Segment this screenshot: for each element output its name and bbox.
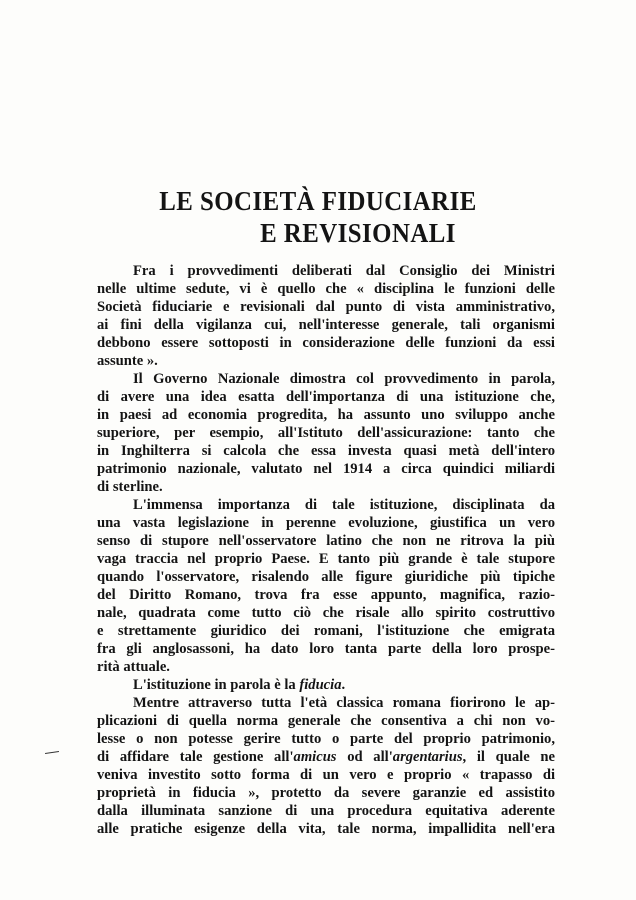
article-title-line-2: E REVISIONALI bbox=[260, 218, 456, 248]
text-segment: proprietà in fiducia », protetto da severe garanzie ed assistito bbox=[97, 785, 555, 801]
text-line bbox=[97, 388, 555, 406]
text-line bbox=[97, 748, 555, 766]
text-segment: , il quale ne bbox=[462, 749, 555, 765]
margin-pencil-mark bbox=[45, 751, 59, 754]
text-line bbox=[97, 280, 555, 298]
article-body bbox=[97, 262, 555, 838]
text-line bbox=[97, 568, 555, 586]
text-line bbox=[97, 406, 555, 424]
text-line bbox=[97, 712, 555, 730]
text-segment: superiore, per esempio, all'Istituto dell'assicurazione: tanto che bbox=[97, 425, 555, 441]
text-segment: veniva investito sotto forma di un vero e proprio « trapasso di bbox=[97, 767, 555, 783]
text-segment: vaga traccia nel proprio Paese. E tanto più grande è tale stupore bbox=[97, 551, 555, 567]
text-segment: Società fiduciarie e revisionali dal punto di vista amministrativo, bbox=[97, 299, 555, 315]
text-segment: nelle ultime sedute, vi è quello che « disciplina le funzioni delle bbox=[97, 281, 555, 297]
text-line bbox=[97, 676, 555, 694]
text-line bbox=[97, 658, 555, 676]
text-segment: lesse o non potesse gerire tutto o parte del proprio patrimonio, bbox=[97, 731, 555, 747]
article-title-line-1: LE SOCIETÀ FIDUCIARIE bbox=[159, 186, 477, 216]
text-segment: L'istituzione in parola è la bbox=[133, 677, 300, 693]
text-segment: del Diritto Romano, trova fra esse appunto, magnifica, razio- bbox=[97, 587, 555, 603]
text-line bbox=[97, 514, 555, 532]
text-line bbox=[97, 298, 555, 316]
text-line bbox=[97, 766, 555, 784]
text-line bbox=[97, 604, 555, 622]
text-segment: di sterline. bbox=[97, 479, 163, 495]
text-segment: fra gli anglosassoni, ha dato loro tanta parte della loro prospe- bbox=[97, 641, 555, 657]
text-line bbox=[97, 370, 555, 388]
italic-term: fiducia bbox=[299, 677, 342, 693]
text-segment: rità attuale. bbox=[97, 659, 170, 675]
text-line bbox=[97, 442, 555, 460]
text-segment: di avere una idea esatta dell'importanza di una istituzione che, bbox=[97, 389, 555, 405]
text-segment: senso di stupore nell'osservatore latino che non ne ritrova la più bbox=[97, 533, 555, 549]
text-line bbox=[97, 586, 555, 604]
italic-term: argentarius bbox=[392, 749, 463, 765]
text-segment: assunte ». bbox=[97, 353, 158, 369]
text-line bbox=[97, 262, 555, 280]
text-line bbox=[97, 478, 555, 496]
text-segment: . bbox=[341, 677, 346, 693]
text-segment: ai fini della vigilanza cui, nell'interesse generale, tali organismi bbox=[97, 317, 555, 333]
text-segment: L'immensa importanza di tale istituzione, disciplinata da bbox=[133, 497, 555, 513]
text-line bbox=[97, 532, 555, 550]
text-segment: nale, quadrata come tutto ciò che risale allo spirito costruttivo bbox=[97, 605, 555, 621]
text-line bbox=[97, 784, 555, 802]
text-line bbox=[97, 352, 555, 370]
italic-term: amicus bbox=[293, 749, 337, 765]
text-segment: alle pratiche esigenze della vita, tale norma, impallidita nell'era bbox=[97, 821, 555, 837]
text-segment: dalla illuminata sanzione di una procedura equitativa aderente bbox=[97, 803, 555, 819]
text-line bbox=[97, 802, 555, 820]
text-line bbox=[97, 460, 555, 478]
text-segment: patrimonio nazionale, valutato nel 1914 a circa quindici miliardi bbox=[97, 461, 555, 477]
text-line bbox=[97, 622, 555, 640]
text-segment: plicazioni di quella norma generale che consentiva a chi non vo- bbox=[97, 713, 555, 729]
text-line bbox=[97, 730, 555, 748]
text-segment: Il Governo Nazionale dimostra col provvedimento in parola, bbox=[133, 371, 555, 387]
text-segment: quando l'osservatore, risalendo alle figure giuridiche più tipiche bbox=[97, 569, 555, 585]
text-segment: in Inghilterra si calcola che essa investa quasi metà dell'intero bbox=[97, 443, 555, 459]
text-line bbox=[97, 496, 555, 514]
text-line bbox=[97, 640, 555, 658]
text-line bbox=[97, 316, 555, 334]
text-line bbox=[97, 424, 555, 442]
text-line bbox=[97, 820, 555, 838]
text-segment: debbono essere sottoposti in considerazione delle funzioni da essi bbox=[97, 335, 555, 351]
text-segment: e strettamente giuridico dei romani, l'istituzione che emigrata bbox=[97, 623, 555, 639]
text-segment: Mentre attraverso tutta l'età classica romana fiorirono le ap- bbox=[133, 695, 555, 711]
text-line bbox=[97, 550, 555, 568]
text-segment: od all' bbox=[336, 749, 393, 765]
text-segment: di affidare tale gestione all' bbox=[97, 749, 294, 765]
text-line bbox=[97, 694, 555, 712]
text-segment: Fra i provvedimenti deliberati dal Consiglio dei Ministri bbox=[133, 263, 555, 279]
text-segment: in paesi ad economia progredita, ha assunto uno sviluppo anche bbox=[97, 407, 555, 423]
text-line bbox=[97, 334, 555, 352]
text-segment: una vasta legislazione in perenne evoluzione, giustifica un vero bbox=[97, 515, 555, 531]
